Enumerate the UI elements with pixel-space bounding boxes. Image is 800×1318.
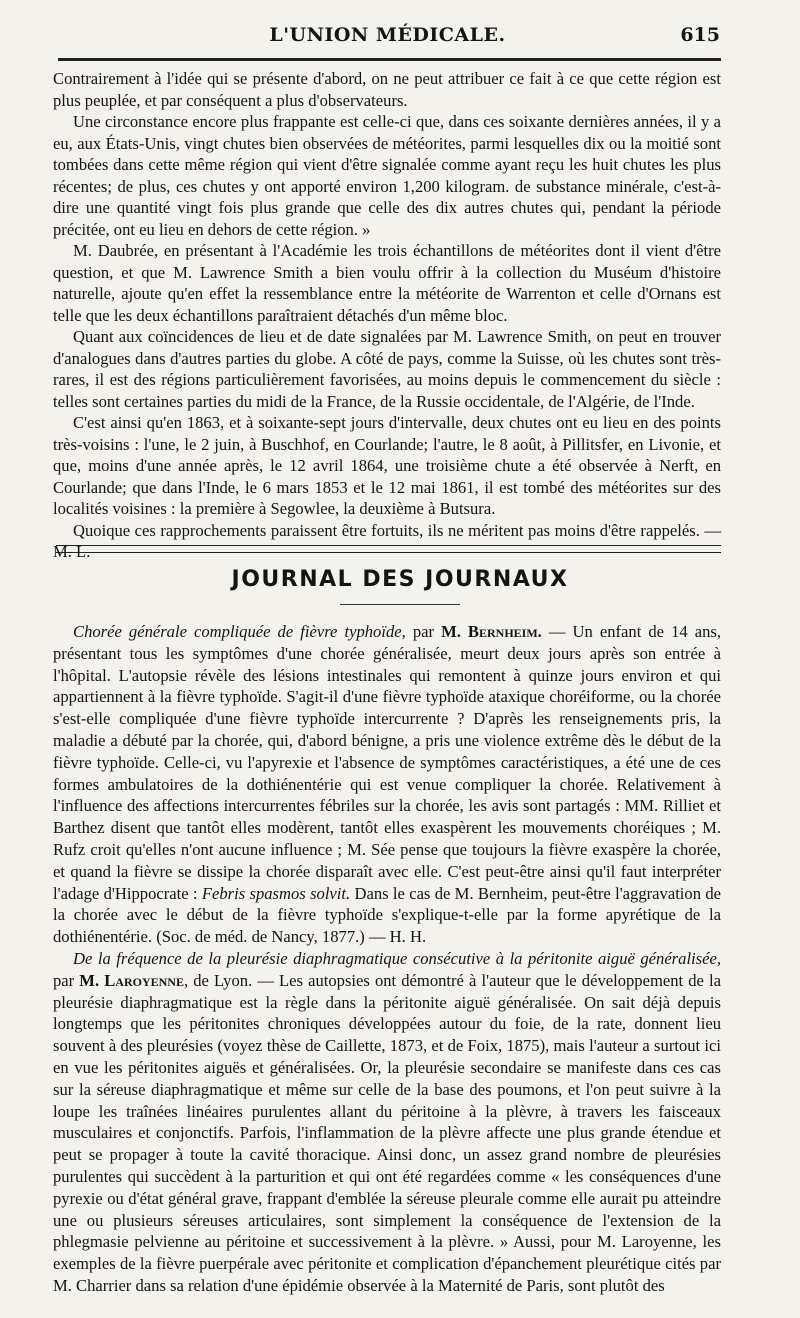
article-title: De la fréquence de la pleurésie diaphragmatique consécutive à la péritonite aiguë généralisée, [73,948,721,968]
latin-quote: Febris spasmos solvit. [201,883,351,903]
section-title: JOURNAL DES JOURNAUX [231,567,569,592]
paragraph: Une circonstance encore plus frappante est celle-ci que, dans ces soixante dernières années, il y a eu, aux États-Unis, vingt chutes bien observées de météorites, parmi lesquelles dix ou la moitié sont tombées dans cette même région qui vient d'être signalée comme ayant reçu les huit chutes les plus récentes; de plus, ces chutes y ont apporté environ 1,200 kilogram. de substance minérale, c'est-à-dire une quantité vingt fois plus grande que celle des dix autres chutes qui, pendant la période précitée, ont eu lieu en dehors de cette région. » [53,112,721,239]
paragraph: Quoique ces rapprochements paraissent être fortuits, ils ne méritent pas moins d'être rappelés. — M. L. [53,520,721,561]
page-number: 615 [680,24,720,46]
meteorites-article [53,68,721,563]
paragraph: C'est ainsi qu'en 1863, et à soixante-sept jours d'intervalle, deux chutes ont eu lieu en des points très-voisins : l'une, le 2 juin, à Buschhof, en Courlande; l'autre, le 8 août, à Pillitsfer, en Livonie, et que, moins d'une année après, le 12 avril 1864, une troisième chute a été observée à Nerft, en Courlande; que dans l'Inde, le 6 mars 1853 et le 12 mai 1861, il est tombé des météorites sur des localités voisines : la première à Segowlee, la deuxième à Butsura. [53,413,721,518]
paragraph: Contrairement à l'idée qui se présente d'abord, on ne peut attribuer ce fait à ce que cette région est plus peuplée, et par conséquent a plus d'observateurs. [53,69,721,110]
running-head [55,24,720,52]
article-text: Dans le cas de M. Bernheim, peut-être l'aggravation de la chorée avec le début de la fièvre typhoïde s'explique-t-elle par la forme apyrétique de la dothiénentérie. (Soc. de méd. de Nancy, 1877.) — H. H. [53,883,721,947]
article-chorea [53,621,721,948]
header-rule [58,58,721,61]
journal-section [53,621,721,1297]
byline-word: par [405,622,442,641]
article-pleurisy [53,948,721,1297]
title-rule [340,604,460,605]
paragraph: M. Daubrée, en présentant à l'Académie les trois échantillons de météorites dont il vient d'être question, et que M. Lawrence Smith a bien voulu offrir à la collection du Muséum d'histoire naturelle, ajoute qu'en effet la ressemblance entre la météorite de Warrenton et celle d'Ornans est telle que les deux échantillons paraîtraient détachés d'un même bloc. [53,241,721,325]
author-name: M. Laroyenne [79,970,184,990]
article-title: Chorée générale compliquée de fièvre typhoïde, [73,622,406,641]
byline-word: par [53,970,80,990]
author-name: M. Bernheim. [441,622,542,641]
running-title: L'UNION MÉDICALE. [269,24,506,46]
paragraph: Quant aux coïncidences de lieu et de date signalées par M. Lawrence Smith, on peut en trouver d'analogues dans d'autres parties du globe. A côté de pays, comme la Suisse, où les chutes sont très-rares, il est des régions particulièrement favorisées, au moins depuis le commencement du siècle : telles sont certaines parties du midi de la France, de la Russie occidentale, de l'Algérie, de l'Inde. [53,327,721,411]
article-text: , de Lyon. — Les autopsies ont démontré à l'auteur que le développement de la pleurésie diaphragmatique est la règle dans la péritonite aiguë généralisée. On sait déjà depuis longtemps que les péritonites chroniques développées autour du foie, de la rate, donnent lieu souvent à des pleurésies (voyez thèse de Caillette, 1873, et de Foix, 1875), mais l'auteur a surtout ici en vue les péritonites aiguës et généralisées. Or, la pleurésie secondaire se manifeste dans ces cas sur la séreuse diaphragmatique et même sur celle de la base des poumons, et l'on peut suivre à la loupe les traînées linéaires purulentes allant du péritoine à la plèvre, à travers les faisceaux musculaires et conjonctifs. Parfois, l'inflammation de la plèvre affecte une plus grande étendue et peut se propager à toute la cavité thoracique. Ainsi donc, un assez grand nombre de pleurésies purulentes qui succèdent à la parturition et qui ont été regardées comme « les conséquences d'une pyrexie ou d'état général grave, frappant d'emblée la séreuse pleurale comme elle aurait pu atteindre une ou plusieurs séreuses articulaires, sont simplement la conséquence de l'extension de la phlegmasie pelvienne au péritoine et successivement à la plèvre. » Aussi, pour M. Laroyenne, les exemples de la fièvre puerpérale avec péritonite et complication d'épanchement pleurétique cités par M. Charrier dans sa relation d'une épidémie observée à la Maternité de Paris, sont plutôt des [53,970,721,1295]
section-divider [56,545,721,553]
article-text: — Un enfant de 14 ans, présentant tous les symptômes d'une chorée généralisée, meurt deux jours après son entrée à l'hôpital. L'autopsie révèle des lésions intestinales qui remontent à quinze jours environ et qui appartiennent à la fièvre typhoïde. S'agit-il d'une fièvre typhoïde ataxique choréiforme, ou la chorée s'est-elle compliquée d'une fièvre typhoïde intercurrente ? D'après les renseignements pris, la maladie a débuté par la chorée, qui, d'abord bénigne, a pris une violence extrême dès le début de la fièvre typhoïde. Celle-ci, vu l'apyrexie et l'absence de symptômes caractéristiques, a été une de ces formes ambulatoires de la dothiénentérie qui est venue compliquer la chorée. Relativement à l'influence des affections intercurrentes fébriles sur la chorée, les avis sont partagés : MM. Rilliet et Barthez disent que tantôt elles modèrent, tantôt elles exaspèrent les mouvements choréiques ; M. Rufz croit qu'elles n'ont aucune influence ; M. Sée pense que toujours la fièvre exaspère la chorée, et quand la fièvre se dissipe la chorée disparaît avec elle. C'est peut-être ainsi qu'il faut interpréter l'adage d'Hippocrate : [53,622,721,903]
